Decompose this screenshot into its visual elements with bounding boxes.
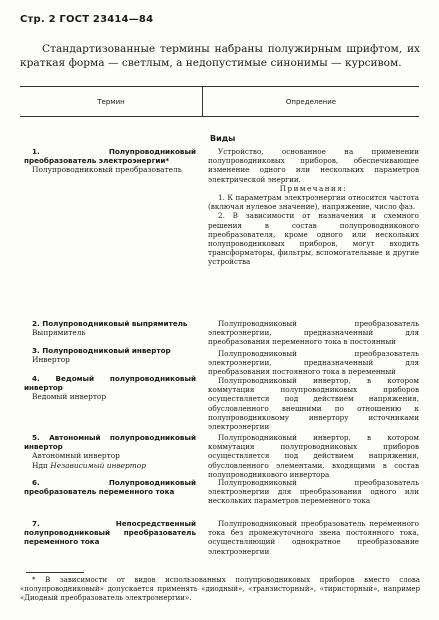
note-1: 1. К параметрам электроэнергии относится частота (включая нулевое значение), напряжение, число фаз. [208, 193, 419, 212]
term-name: 3. Полупроводниковый инвертор [32, 346, 171, 355]
term-short-form: Автономный инвертор [32, 451, 120, 461]
term-name: 6. Полупроводниковый преобразователь переменного тока [24, 478, 196, 497]
definition-text: Полупроводниковый инвертор, в котором коммутация полупроводниковых приборов осуществляется под действием напряжения, обусловленного элементами, входящими в состав полупроводникового инвертора [208, 433, 419, 479]
term-short-form: Полупроводниковый преобразователь [32, 165, 182, 175]
table-top-rule [20, 86, 419, 87]
note-2: 2. В зависимости от назначения и схемного решения в состав полупроводникового преобразователя, кроме одного или нескольких полупроводниковых приборов, могут входить трансформаторы, фильтры, вспомогательные и другие устройства [208, 211, 419, 267]
term-entry-3 [24, 346, 196, 364]
definition-entry-5 [208, 433, 419, 479]
term-entry-6 [24, 478, 196, 496]
definition-text: Полупроводниковый преобразователь электроэнергии, предназначенный для преобразования постоянного тока в переменный [208, 349, 419, 377]
term-name: 5. Автономный полупроводниковый инвертор [24, 433, 196, 452]
definition-text: Устройство, основанное на применении полупроводниковых приборов, обеспечивающее изменение одного или нескольких параметров электрической энергии. [208, 147, 419, 184]
term-entry-5 [24, 433, 196, 470]
definition-entry-6 [208, 478, 419, 506]
deprecated-marker: Ндп [32, 460, 48, 470]
term-name: 2. Полупроводниковый выпрямитель [32, 319, 188, 328]
term-deprecated-synonym [24, 461, 196, 470]
term-entry-1 [24, 147, 196, 175]
column-header-definition: Определение [285, 98, 337, 106]
table-header-rule [20, 116, 419, 117]
definition-text: Полупроводниковый инвертор, в котором коммутация полупроводниковых приборов осуществляется под действием напряжения, обусловленного внешними по отношению к полупроводниковому инвертору источниками электроэнергии [208, 376, 419, 432]
term-entry-7 [24, 519, 196, 547]
footnote-rule [26, 572, 84, 573]
term-entry-2 [24, 319, 196, 337]
term-name: 7. Непосредственный полупроводниковый преобразователь переменного тока [24, 519, 196, 547]
term-name: 1. Полупроводниковый преобразователь электроэнергии* [24, 147, 196, 166]
term-short-form: Инвертор [32, 355, 70, 365]
definition-text: Полупроводниковый преобразователь переменного тока без промежуточного звена постоянного тока, осуществляющий однократное преобразование электроэнергии [208, 519, 419, 556]
term-entry-4 [24, 374, 196, 402]
definition-entry-7 [208, 519, 419, 556]
deprecated-text: Независимый инвертор [50, 460, 146, 470]
notes-title: Примечания: [279, 183, 348, 193]
term-short-form: Выпрямитель [32, 328, 86, 338]
column-header-term: Термин [97, 98, 125, 106]
definition-entry-4 [208, 376, 419, 431]
term-name: 4. Ведомый полупроводниковый инвертор [24, 374, 196, 393]
definition-entry-2 [208, 319, 419, 347]
page-header: Стр. 2 ГОСТ 23414—84 [20, 14, 154, 25]
definition-entry-1 [208, 147, 419, 267]
footnote: * В зависимости от видов использованных полупроводниковых приборов вместо слова «полупроводниковый» допускается применять «диодный», «транзисторный», «тиристорный», например «Диодный преобразователь электроэнергии». [20, 576, 420, 602]
section-title: Виды [210, 134, 236, 143]
definition-entry-3 [208, 349, 419, 377]
intro-text: Стандартизованные термины набраны полужирным шрифтом, их краткая форма — светлым, а недопустимые синонимы — курсивом. [20, 43, 420, 69]
definition-text: Полупроводниковый преобразователь электроэнергии, предназначенный для преобразования переменного тока в постоянный [208, 319, 419, 347]
term-short-form: Ведомый инвертор [32, 392, 107, 402]
definition-text: Полупроводниковый преобразователь электроэнергии для преобразования одного или нескольких параметров переменного тока [208, 478, 419, 506]
